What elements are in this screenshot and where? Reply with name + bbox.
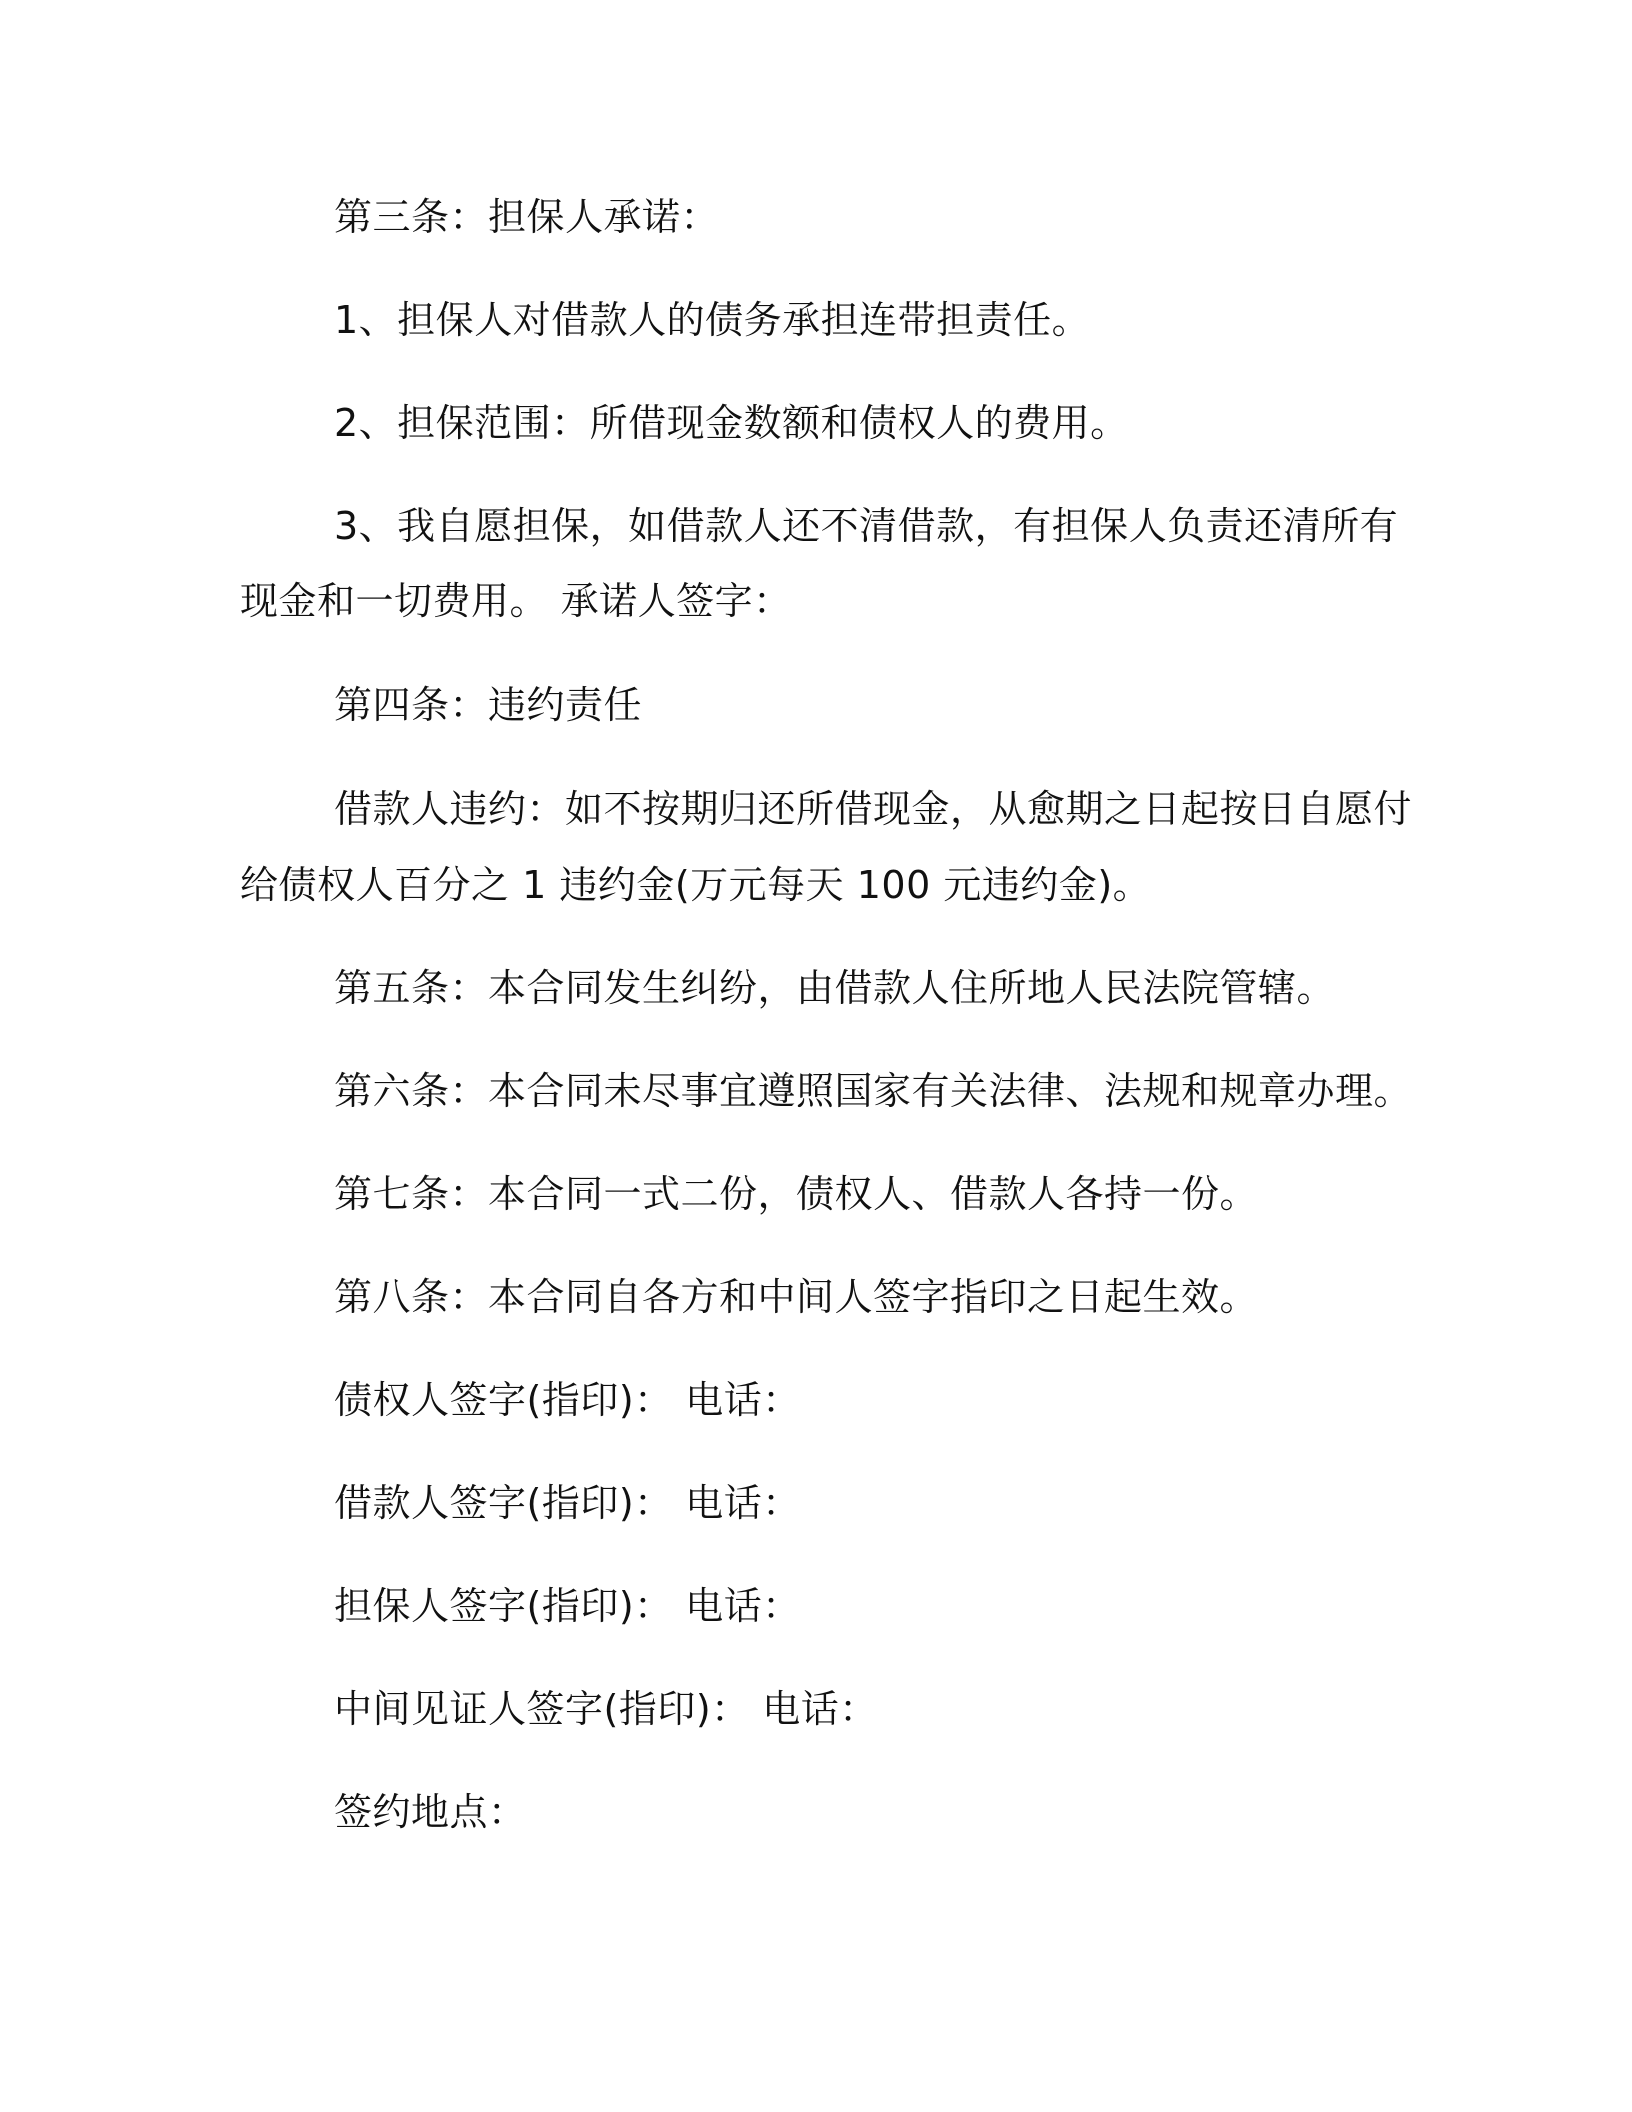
article8: 第八条：本合同自各方和中间人签字指印之日起生效。 xyxy=(334,1275,1259,1319)
article5: 第五条：本合同发生纠纷，由借款人住所地人民法院管辖。 xyxy=(334,966,1336,1010)
article6: 第六条：本合同未尽事宜遵照国家有关法律、法规和规章办理。 xyxy=(334,1069,1413,1113)
sign-creditor: 债权人签字(指印)： 电话： xyxy=(334,1378,801,1422)
article4-title: 第四条：违约责任 xyxy=(334,683,643,727)
article7: 第七条：本合同一式二份，债权人、借款人各持一份。 xyxy=(334,1172,1259,1216)
sign-borrower: 借款人签字(指印)： 电话： xyxy=(334,1481,801,1525)
article3-item3-line1: 3、我自愿担保，如借款人还不清借款，有担保人负责还清所有 xyxy=(334,504,1399,548)
article4-body-line2: 给债权人百分之 1 违约金(万元每天 100 元违约金)。 xyxy=(240,863,1152,907)
article3-title: 第三条：担保人承诺： xyxy=(334,195,720,239)
sign-place: 签约地点： xyxy=(334,1790,527,1834)
sign-guarantor: 担保人签字(指印)： 电话： xyxy=(334,1584,801,1628)
article4-body-line1: 借款人违约：如不按期归还所借现金，从愈期之日起按日自愿付 xyxy=(334,787,1413,831)
sign-witness: 中间见证人签字(指印)： 电话： xyxy=(334,1687,878,1731)
article3-item3-line2: 现金和一切费用。 承诺人签字： xyxy=(240,579,792,623)
article3-item1: 1、担保人对借款人的债务承担连带担责任。 xyxy=(334,298,1091,342)
article3-item2: 2、担保范围：所借现金数额和债权人的费用。 xyxy=(334,401,1129,445)
